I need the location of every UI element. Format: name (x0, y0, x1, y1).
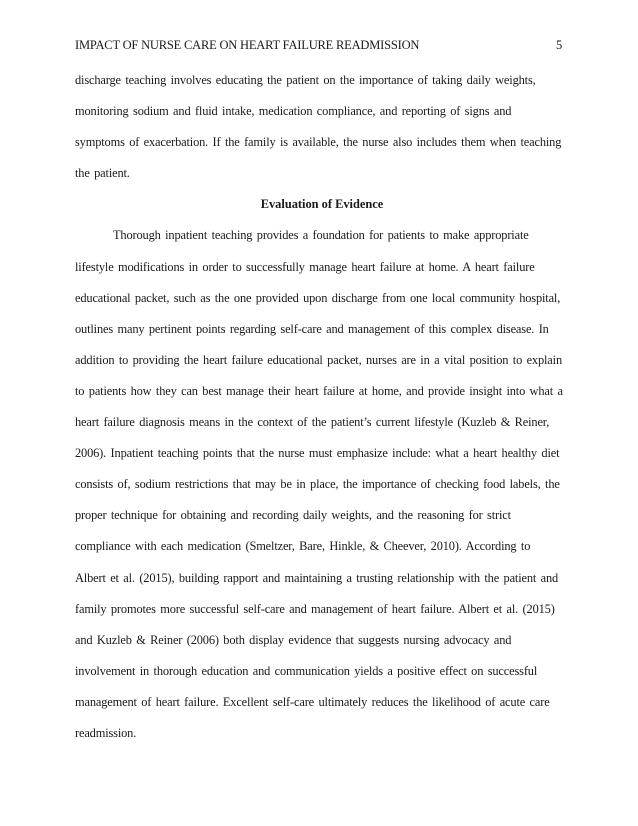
paragraph-line: to patients how they can best manage their heart failure at home, and provide insight into what a (75, 383, 563, 398)
paragraph-line: monitoring sodium and fluid intake, medication compliance, and reporting of signs and (75, 104, 512, 119)
paragraph-evaluation (75, 227, 569, 756)
paragraph-line: the patient. (75, 166, 130, 181)
paragraph-line: addition to providing the heart failure educational packet, nurses are in a vital position to explain (75, 352, 562, 367)
paragraph-line: Thorough inpatient teaching provides a foundation for patients to make appropriate (113, 228, 529, 243)
paragraph-line: readmission. (75, 725, 137, 740)
paragraph-line: consists of, sodium restrictions that may be in place, the importance of checking food labels, the (75, 477, 560, 492)
section-heading: Evaluation of Evidence (260, 197, 384, 212)
paragraph-line: involvement in thorough education and communication yields a positive effect on successful (75, 663, 538, 678)
paragraph-line: lifestyle modifications in order to successfully manage heart failure at home. A heart failure (75, 259, 535, 274)
paragraph-line: educational packet, such as the one provided upon discharge from one local community hospital, (75, 290, 561, 305)
paragraph-line: and Kuzleb & Reiner (2006) both display evidence that suggests nursing advocacy and (75, 632, 512, 647)
paragraph-line: Albert et al. (2015), building rapport and maintaining a trusting relationship with the patient and (75, 570, 559, 585)
paragraph-line: discharge teaching involves educating the patient on the importance of taking daily weights, (75, 73, 536, 87)
paragraph-line: compliance with each medication (Smeltzer, Bare, Hinkle, & Cheever, 2010). According to (75, 539, 531, 554)
document-body (75, 72, 569, 756)
paragraph-line: management of heart failure. Excellent self-care ultimately reduces the likelihood of acute care (75, 694, 550, 709)
paragraph-line: family promotes more successful self-care and management of heart failure. Albert et al. (2015) (75, 601, 555, 616)
paragraph-line: proper technique for obtaining and recording daily weights, and the reasoning for strict (75, 508, 511, 523)
paragraph-line: 2006). Inpatient teaching points that the nurse must emphasize include: what a heart healthy diet (75, 446, 560, 461)
paragraph-line: symptoms of exacerbation. If the family is available, the nurse also includes them when teaching (75, 135, 562, 150)
paragraph-line: outlines many pertinent points regarding self-care and management of this complex disease. In (75, 321, 549, 336)
paragraph-continuation (75, 72, 569, 196)
running-head: IMPACT OF NURSE CARE ON HEART FAILURE READMISSION (75, 38, 420, 52)
paragraph-line: heart failure diagnosis means in the context of the patient’s current lifestyle (Kuzleb & Reiner, (75, 415, 550, 430)
page-number: 5 (556, 38, 563, 52)
